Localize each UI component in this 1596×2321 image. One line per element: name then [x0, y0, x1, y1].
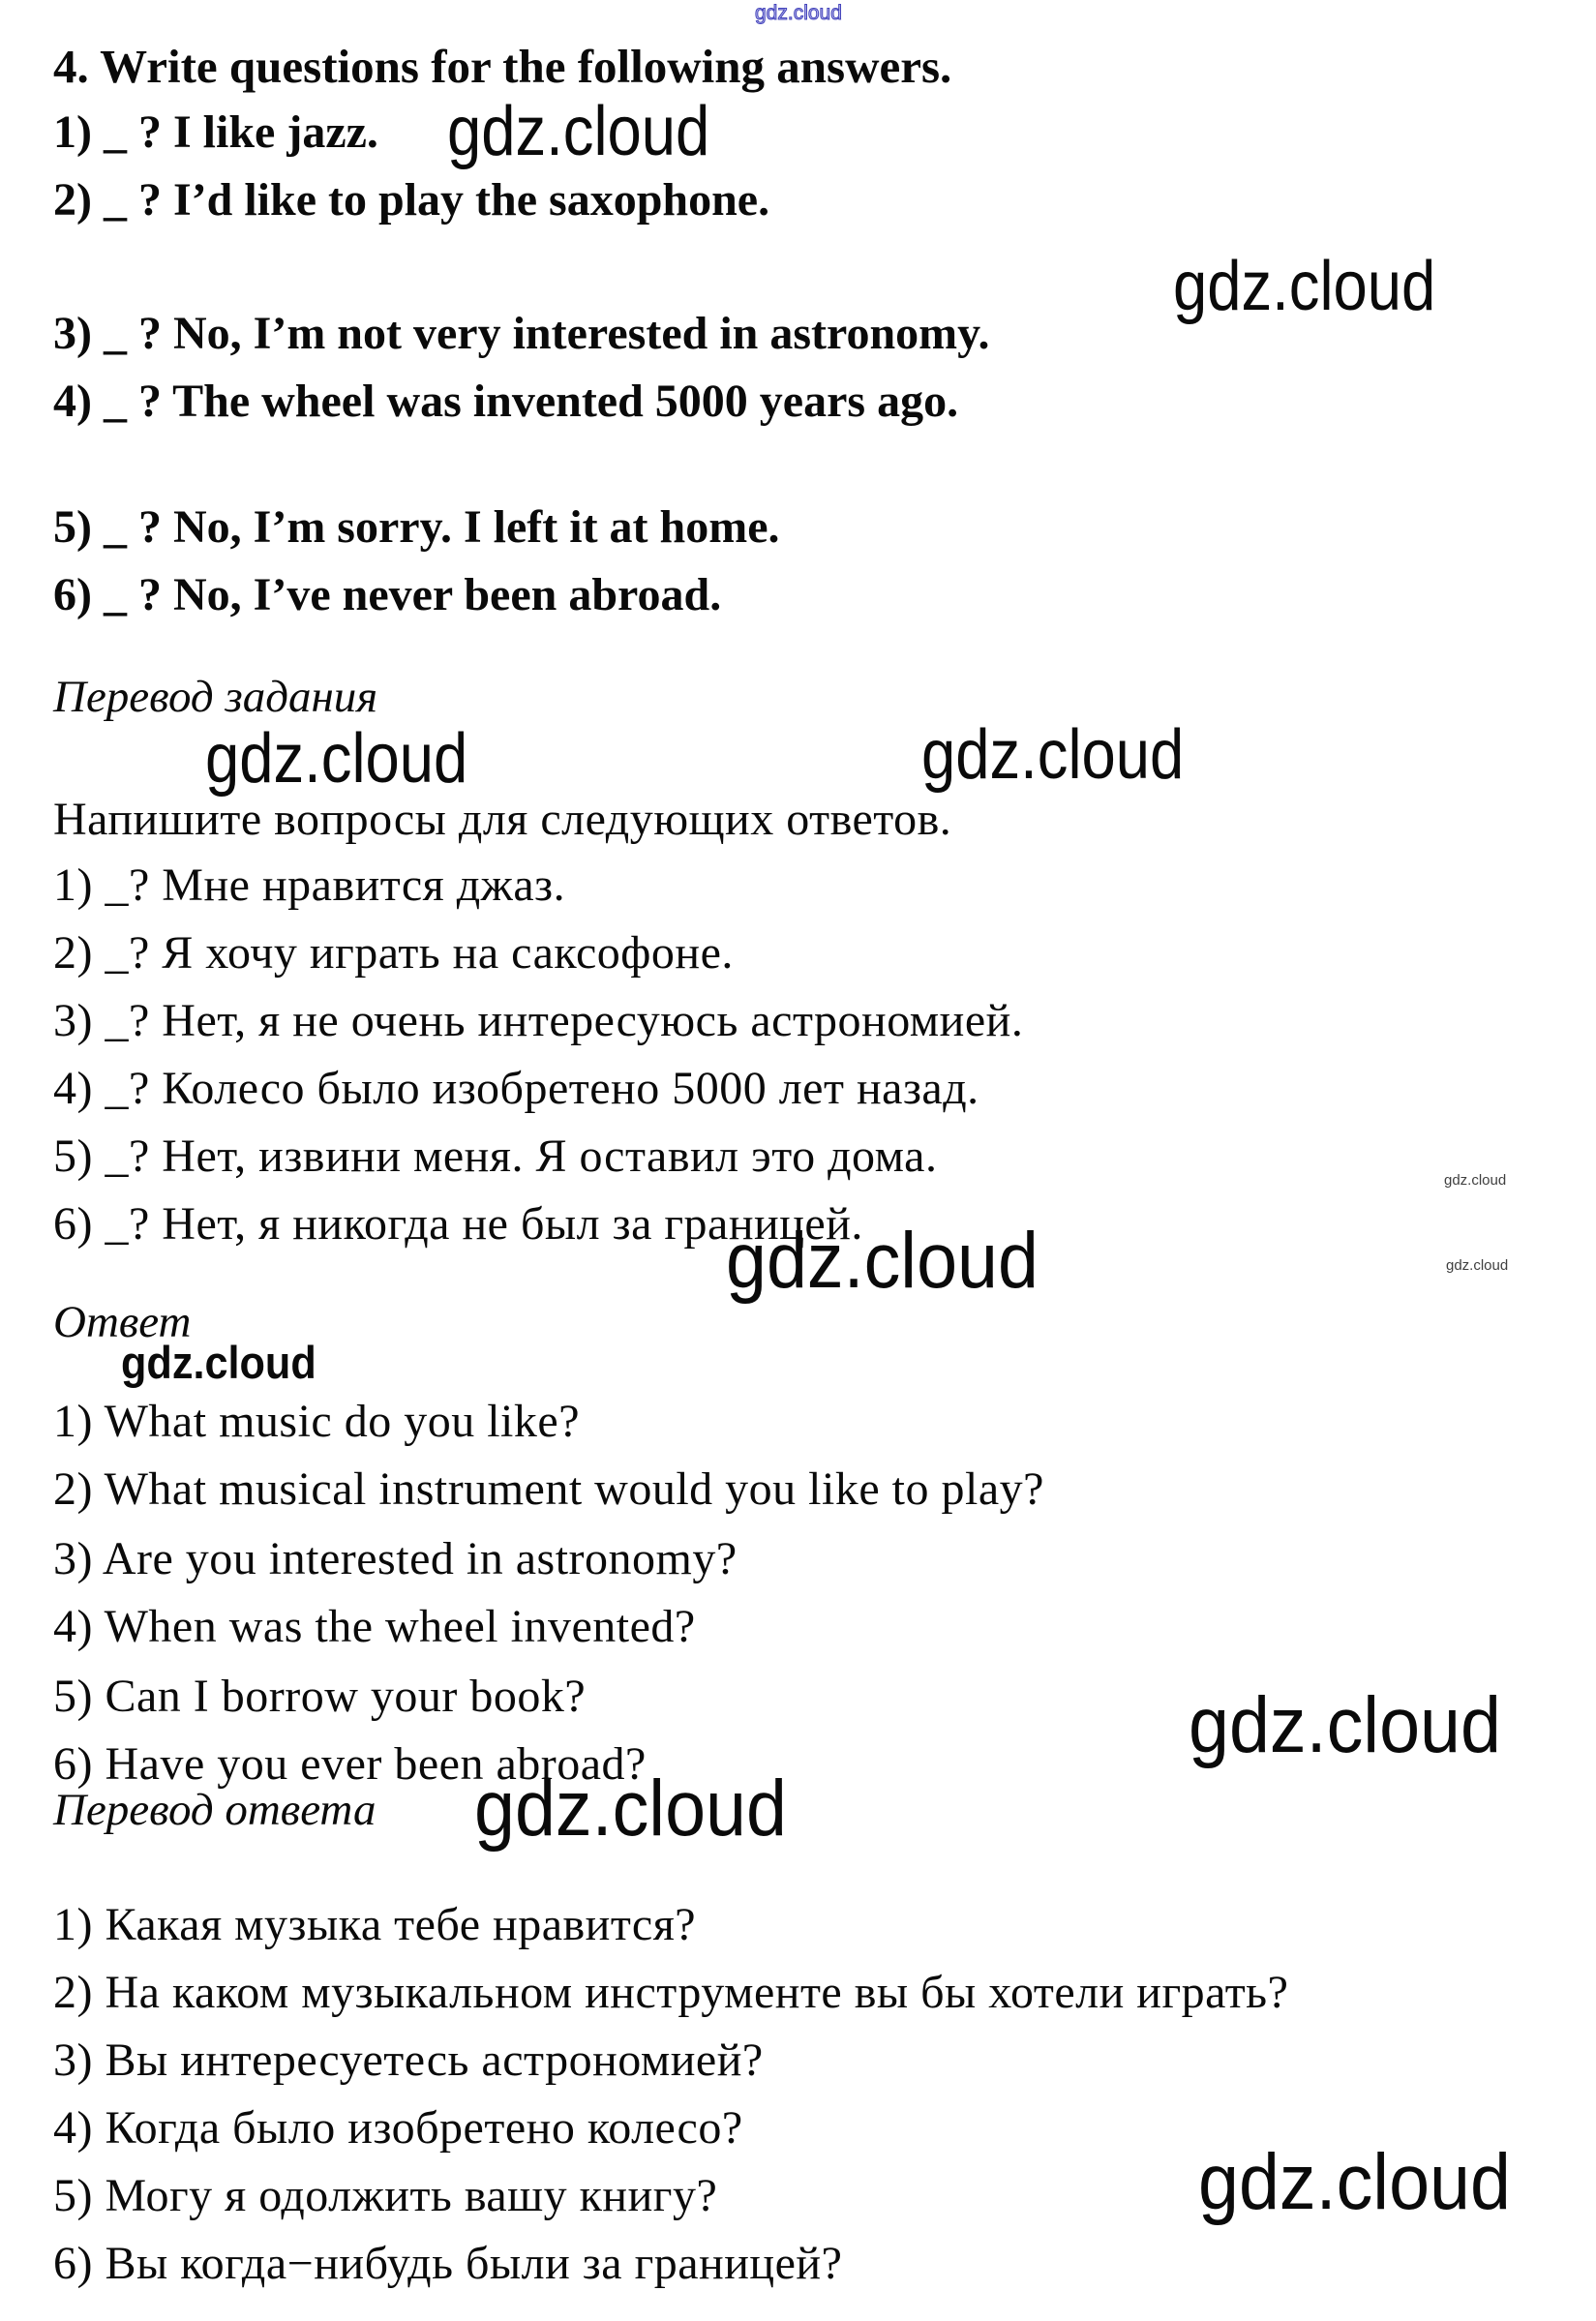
- task-item-5: 5) _ ? No, I’m sorry. I left it at home.: [53, 501, 780, 553]
- watermark-gdz-cloud: gdz.cloud: [1444, 1172, 1507, 1189]
- answer-item-4: 4) When was the wheel invented?: [53, 1601, 696, 1652]
- answer-translation-item-6: 6) Вы когда−нибудь были за границей?: [53, 2238, 843, 2289]
- task-item-4: 4) _ ? The wheel was invented 5000 years ago.: [53, 376, 959, 427]
- task-translation-item-3: 3) _? Нет, я не очень интересуюсь астрономией.: [53, 995, 1024, 1046]
- task-heading: 4. Write questions for the following answers.: [53, 40, 952, 93]
- answer-translation-item-2: 2) На каком музыкальном инструменте вы бы хотели играть?: [53, 1967, 1289, 2018]
- task-translation-item-2: 2) _? Я хочу играть на саксофоне.: [53, 927, 734, 979]
- answer-translation-item-5: 5) Могу я одолжить вашу книгу?: [53, 2170, 718, 2221]
- task-translation-item-5: 5) _? Нет, извини меня. Я оставил это дома.: [53, 1130, 938, 1182]
- task-translation-label: Перевод задания: [53, 672, 378, 722]
- watermark-gdz-cloud: gdz.cloud: [1446, 1257, 1509, 1274]
- watermark-gdz-cloud: gdz.cloud: [474, 1764, 787, 1853]
- task-item-1: 1) _ ? I like jazz.: [53, 106, 378, 158]
- answer-translation-item-4: 4) Когда было изобретено колесо?: [53, 2102, 743, 2154]
- watermark-gdz-cloud: gdz.cloud: [205, 720, 468, 798]
- watermark-gdz-cloud: gdz.cloud: [921, 716, 1185, 794]
- watermark-gdz-cloud: gdz.cloud: [1198, 2138, 1511, 2226]
- task-translation-item-6: 6) _? Нет, я никогда не был за границей.: [53, 1198, 863, 1250]
- answer-item-1: 1) What music do you like?: [53, 1396, 580, 1447]
- answer-item-2: 2) What musical instrument would you like to play?: [53, 1463, 1044, 1515]
- answer-item-3: 3) Are you interested in astronomy?: [53, 1533, 738, 1584]
- watermark-gdz-cloud: gdz.cloud: [1189, 1681, 1501, 1769]
- task-translation-item-1: 1) _? Мне нравится джаз.: [53, 859, 566, 911]
- watermark-gdz-cloud: gdz.cloud: [755, 2, 842, 24]
- answer-item-6: 6) Have you ever been abroad?: [53, 1738, 647, 1790]
- task-translation-intro: Напишите вопросы для следующих ответов.: [53, 794, 952, 845]
- answer-translation-item-3: 3) Вы интересуетесь астрономией?: [53, 2035, 764, 2086]
- answer-item-5: 5) Can I borrow your book?: [53, 1671, 587, 1722]
- task-item-2: 2) _ ? I’d like to play the saxophone.: [53, 174, 770, 226]
- answer-translation-item-1: 1) Какая музыка тебе нравится?: [53, 1899, 697, 1950]
- task-translation-item-4: 4) _? Колесо было изобретено 5000 лет назад.: [53, 1063, 979, 1114]
- answer-label: Ответ: [53, 1297, 192, 1347]
- task-item-6: 6) _ ? No, I’ve never been abroad.: [53, 569, 722, 620]
- watermark-gdz-cloud: gdz.cloud: [447, 93, 710, 170]
- answer-translation-label: Перевод ответа: [53, 1785, 376, 1835]
- watermark-gdz-cloud: gdz.cloud: [726, 1217, 1039, 1305]
- task-item-3: 3) _ ? No, I’m not very interested in astronomy.: [53, 308, 990, 359]
- watermark-gdz-cloud: gdz.cloud: [1173, 248, 1436, 325]
- watermark-gdz-cloud: gdz.cloud: [121, 1337, 316, 1388]
